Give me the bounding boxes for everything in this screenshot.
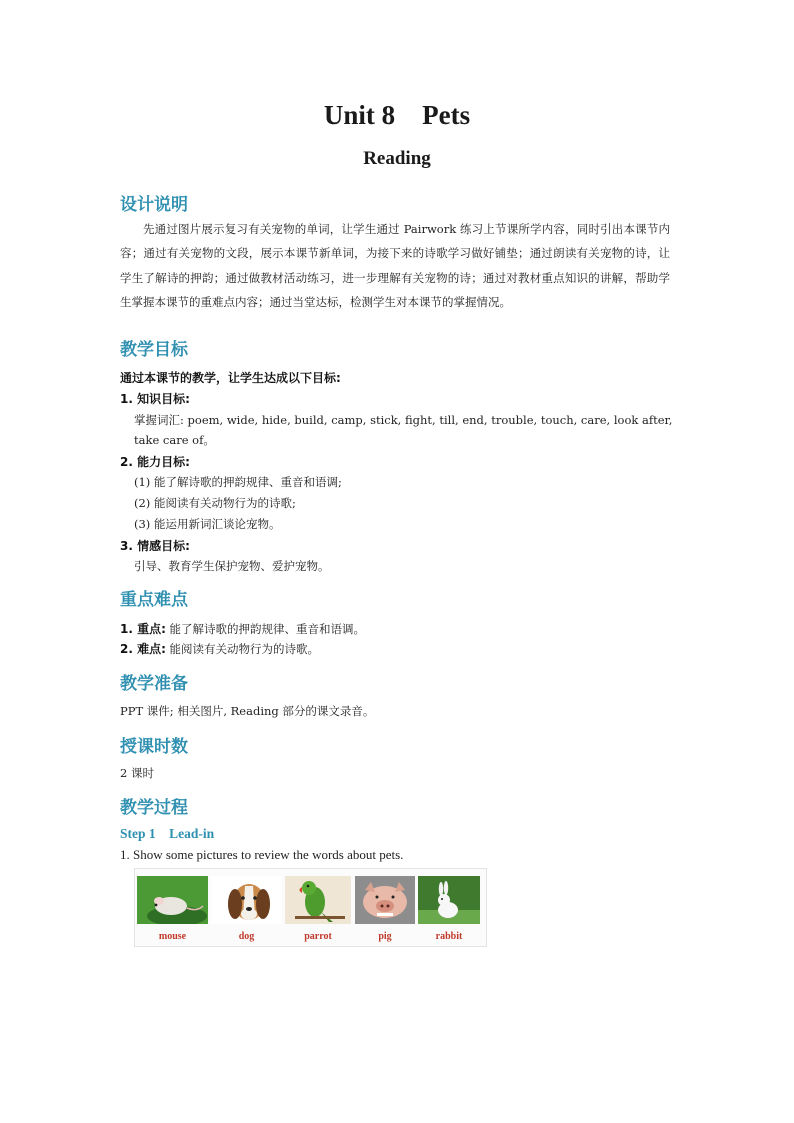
rabbit-label: rabbit bbox=[435, 931, 463, 942]
dog-label: dog bbox=[238, 931, 255, 942]
section-heading-preparation: 教学准备 bbox=[120, 674, 188, 694]
knowledge-goal-label: 1. 知识目标: bbox=[120, 392, 190, 406]
mouse-label: mouse bbox=[158, 931, 187, 942]
section-heading-key-points: 重点难点 bbox=[120, 590, 188, 610]
hours-text: 2 课时 bbox=[120, 766, 154, 780]
difficulty-text: 能阅读有关动物行为的诗歌。 bbox=[169, 642, 320, 656]
goals-intro: 通过本课节的教学，让学生达成以下目标: bbox=[120, 371, 341, 385]
section-heading-process: 教学过程 bbox=[120, 798, 188, 818]
ability-goal-item-3: (3) 能运用新词汇谈论宠物。 bbox=[134, 517, 281, 531]
section-heading-goals: 教学目标 bbox=[120, 340, 188, 360]
mouse-picture bbox=[137, 876, 208, 924]
emotion-goal-label: 3. 情感目标: bbox=[120, 539, 190, 553]
ability-goal-item-1: (1) 能了解诗歌的押韵规律、重音和语调; bbox=[134, 475, 342, 489]
preparation-text: PPT 课件; 相关图片, Reading 部分的课文录音。 bbox=[120, 704, 375, 718]
difficulty-label: 2. 难点: bbox=[120, 642, 166, 656]
focus-label: 1. 重点: bbox=[120, 622, 166, 636]
step-1-item-1: 1. Show some pictures to review the words about pets. bbox=[120, 847, 404, 862]
parrot-label: parrot bbox=[304, 931, 332, 942]
focus-text: 能了解诗歌的押韵规律、重音和语调。 bbox=[169, 622, 366, 636]
page-subtitle: Reading bbox=[363, 148, 431, 169]
parrot-picture bbox=[285, 876, 351, 924]
design-paragraph: 先通过图片展示复习有关宠物的单词，让学生通过 Pairwork 练习上节课所学内容，同时引出本课节内容；通过有关宠物的文段，展示本课节新单词，为接下来的诗歌学习做好铺垫；通过朗读有关宠物的诗，让学生了解诗的押韵；通过做教材活动练习，进一步理解有关宠物的诗；通过对教材重点知识的讲解，帮助学生掌握本课节的重难点内容；通过当堂达标，检测学生对本课节的掌握情况。 bbox=[120, 222, 670, 310]
page-title: Unit 8 Pets bbox=[323, 100, 471, 130]
pig-label: pig bbox=[378, 931, 392, 942]
knowledge-goal-line-1: 掌握词汇: poem, wide, hide, build, camp, stick, fight, till, end, trouble, touch, care, look after, bbox=[134, 413, 673, 427]
ability-goal-item-2: (2) 能阅读有关动物行为的诗歌; bbox=[134, 496, 296, 510]
section-heading-design: 设计说明 bbox=[120, 195, 188, 215]
emotion-goal-text: 引导、教育学生保护宠物、爱护宠物。 bbox=[134, 559, 330, 573]
step-1-heading: Step 1 Lead-in bbox=[120, 826, 215, 841]
dog-picture bbox=[211, 876, 282, 924]
pets-picture-strip bbox=[134, 868, 487, 947]
section-heading-hours: 授课时数 bbox=[120, 737, 188, 757]
knowledge-goal-line-2: take care of。 bbox=[134, 433, 215, 447]
focus-line bbox=[120, 620, 365, 637]
rabbit-picture bbox=[418, 876, 480, 924]
ability-goal-label: 2. 能力目标: bbox=[120, 455, 190, 469]
pig-picture bbox=[355, 876, 415, 924]
difficulty-line bbox=[120, 640, 319, 657]
